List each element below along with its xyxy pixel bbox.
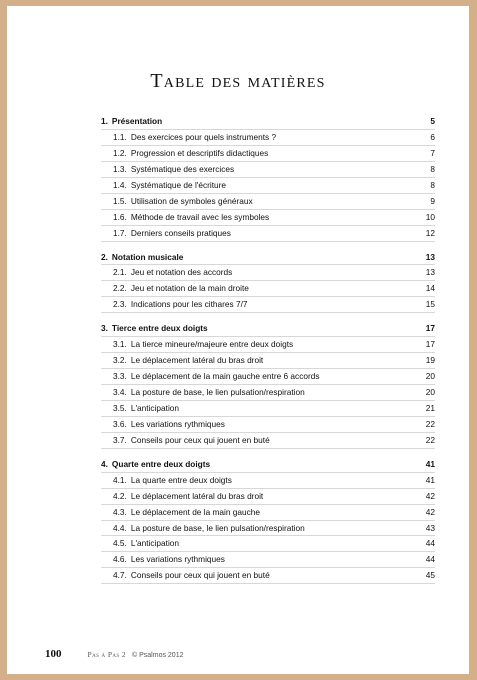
toc-entry-number: 2.2. [113, 283, 127, 294]
toc-entry-text [101, 114, 421, 130]
toc-entry-number: 1. [101, 116, 108, 126]
toc-entry-page: 42 [425, 490, 435, 501]
toc-entry-label: L'anticipation [130, 538, 180, 549]
section-gap [101, 449, 435, 457]
toc-entry-page: 21 [425, 402, 435, 413]
toc-entry-page: 15 [425, 299, 435, 310]
toc-entry-label: La tierce mineure/majeure entre deux doigts [130, 339, 294, 350]
toc-entry-page: 44 [425, 538, 435, 549]
toc-subsection-entry[interactable] [101, 178, 435, 194]
toc-entry-number: 3.4. [113, 387, 127, 397]
toc-entry-label: Méthode de travail avec les symboles [130, 211, 270, 222]
toc-entry-label: Progression et descriptifs didactiques [130, 147, 269, 158]
toc-entry-number: 1.6. [113, 211, 127, 222]
toc-entry-text [113, 505, 421, 521]
toc-entry-text [101, 250, 421, 266]
toc-subsection-entry[interactable] [101, 369, 435, 385]
toc-entry-label: Jeu et notation des accords [130, 267, 233, 278]
toc-entry-label: Les variations rythmiques [130, 554, 225, 565]
toc-subsection-entry[interactable] [101, 194, 435, 210]
toc-entry-label: Le déplacement latéral du bras droit [130, 355, 264, 366]
toc-subsection-entry[interactable] [101, 265, 435, 281]
toc-subsection-entry[interactable] [101, 337, 435, 353]
toc-entry-text [113, 178, 421, 194]
toc-entry-number: 4.3. [113, 506, 127, 517]
toc-entry-number: 4. [101, 458, 108, 469]
toc-subsection-entry[interactable] [101, 433, 435, 449]
toc-entry-number: 2.3. [113, 299, 127, 310]
toc-subsection-entry[interactable] [101, 536, 435, 552]
toc-entry-page: 20 [425, 371, 435, 382]
toc-subsection-entry[interactable] [101, 353, 435, 369]
toc-subsection-entry[interactable] [101, 210, 435, 226]
toc-entry-label: Indications pour les cithares 7/7 [130, 299, 248, 310]
toc-entry-number: 4.7. [113, 570, 127, 581]
toc-subsection-entry[interactable] [101, 552, 435, 568]
toc-subsection-entry[interactable] [101, 521, 435, 537]
toc-section [101, 321, 435, 449]
toc-entry-label: Systématique des exercices [130, 163, 235, 174]
toc-entry-text [113, 401, 421, 417]
toc-entry-text [113, 433, 421, 449]
toc-entry-text [101, 457, 421, 473]
section-gap [101, 242, 435, 250]
toc-entry-text [113, 226, 421, 242]
toc-section-heading[interactable] [101, 250, 435, 266]
table-of-contents [101, 114, 435, 584]
toc-subsection-entry[interactable] [101, 281, 435, 297]
toc-entry-text [113, 353, 421, 369]
toc-entry-page: 41 [425, 458, 435, 469]
toc-entry-text [113, 281, 421, 297]
page-title: Table des matières [150, 70, 326, 92]
toc-section-heading[interactable] [101, 321, 435, 337]
toc-entry-text [113, 130, 421, 146]
toc-entry-label: Conseils pour ceux qui jouent en buté [130, 434, 270, 445]
toc-entry-label: La quarte entre deux doigts [130, 474, 232, 485]
footer-page-number: 100 [45, 648, 62, 660]
toc-entry-label: Utilisation de symboles généraux [130, 195, 253, 206]
toc-entry-label: Quarte entre deux doigts [111, 458, 211, 469]
toc-entry-page: 22 [425, 434, 435, 445]
toc-entry-text [113, 385, 421, 401]
toc-entry-page: 43 [425, 522, 435, 533]
toc-section-heading[interactable] [101, 457, 435, 473]
toc-entry-label: Derniers conseils pratiques [130, 227, 231, 238]
toc-entry-text [113, 210, 421, 226]
toc-entry-page: 45 [425, 570, 435, 581]
toc-entry-text [113, 473, 421, 489]
toc-entry-text [113, 489, 421, 505]
toc-subsection-entry[interactable] [101, 130, 435, 146]
toc-entry-page: 7 [430, 147, 435, 158]
toc-entry-number: 2. [101, 251, 108, 262]
toc-entry-text [113, 369, 421, 385]
toc-entry-page: 17 [425, 323, 435, 334]
toc-entry-number: 3.3. [113, 371, 127, 382]
toc-subsection-entry[interactable] [101, 568, 435, 584]
footer-brand: Pas à Pas 2 [87, 650, 127, 659]
toc-entry-page: 13 [425, 251, 435, 262]
toc-entry-page: 6 [430, 131, 435, 142]
toc-entry-label: Le déplacement latéral du bras droit [130, 490, 264, 501]
toc-subsection-entry[interactable] [101, 146, 435, 162]
toc-entry-page: 41 [425, 474, 435, 485]
toc-entry-number: 2.1. [113, 267, 127, 278]
toc-subsection-entry[interactable] [101, 385, 435, 401]
toc-entry-text [101, 321, 421, 337]
toc-entry-text [113, 162, 421, 178]
toc-entry-number: 3.1. [113, 339, 127, 350]
toc-entry-text [113, 146, 421, 162]
toc-entry-number: 3.2. [113, 355, 127, 366]
toc-entry-number: 3.5. [113, 402, 127, 413]
toc-entry-label: Présentation [111, 116, 163, 126]
toc-entry-label: Conseils pour ceux qui jouent en buté [130, 570, 270, 581]
toc-entry-number: 3. [101, 323, 108, 334]
toc-subsection-entry[interactable] [101, 401, 435, 417]
toc-entry-number: 1.2. [113, 147, 127, 158]
toc-subsection-entry[interactable] [101, 417, 435, 433]
toc-entry-text [113, 536, 421, 552]
toc-entry-page: 8 [430, 179, 435, 190]
toc-entry-page: 44 [425, 554, 435, 565]
section-gap [101, 313, 435, 321]
toc-entry-text [113, 265, 421, 281]
page-footer [45, 648, 183, 660]
toc-entry-text [113, 552, 421, 568]
toc-entry-label: La posture de base, le lien pulsation/respiration [130, 387, 305, 397]
toc-entry-number: 4.6. [113, 554, 127, 565]
toc-entry-text [113, 194, 421, 210]
toc-entry-page: 22 [425, 418, 435, 429]
toc-entry-number: 4.4. [113, 522, 127, 533]
toc-entry-label: Le déplacement de la main gauche [130, 506, 260, 517]
toc-entry-page: 12 [425, 227, 435, 238]
toc-entry-label: Systématique de l'écriture [130, 179, 227, 190]
toc-section [101, 250, 435, 314]
toc-entry-label: La posture de base, le lien pulsation/respiration [130, 522, 305, 533]
toc-subsection-entry[interactable] [101, 473, 435, 489]
toc-entry-number: 3.6. [113, 418, 127, 429]
toc-subsection-entry[interactable] [101, 226, 435, 242]
toc-subsection-entry[interactable] [101, 297, 435, 313]
toc-entry-label: Les variations rythmiques [130, 418, 225, 429]
toc-entry-page: 20 [425, 387, 435, 397]
toc-entry-page: 42 [425, 506, 435, 517]
toc-entry-label: Le déplacement de la main gauche entre 6 accords [130, 371, 320, 382]
toc-entry-number: 4.5. [113, 538, 127, 549]
toc-subsection-entry[interactable] [101, 505, 435, 521]
toc-entry-number: 1.4. [113, 179, 127, 190]
toc-entry-page: 5 [430, 116, 435, 126]
toc-entry-text [113, 521, 421, 537]
toc-entry-page: 10 [425, 211, 435, 222]
toc-entry-text [113, 297, 421, 313]
toc-subsection-entry[interactable] [101, 489, 435, 505]
toc-entry-text [113, 417, 421, 433]
toc-entry-text [113, 568, 421, 584]
toc-entry-page: 19 [425, 355, 435, 366]
toc-entry-number: 3.7. [113, 434, 127, 445]
toc-entry-label: L'anticipation [130, 402, 180, 413]
toc-entry-label: Des exercices pour quels instruments ? [130, 131, 277, 142]
toc-entry-label: Tierce entre deux doigts [111, 323, 208, 334]
toc-entry-page: 9 [430, 195, 435, 206]
toc-section-heading[interactable] [101, 114, 435, 130]
toc-entry-number: 4.2. [113, 490, 127, 501]
toc-entry-number: 1.7. [113, 227, 127, 238]
toc-entry-label: Jeu et notation de la main droite [130, 283, 249, 294]
toc-entry-label: Notation musicale [111, 251, 184, 262]
footer-copyright: © Psalmos 2012 [132, 652, 184, 659]
toc-section [101, 457, 435, 585]
toc-subsection-entry[interactable] [101, 162, 435, 178]
toc-entry-page: 13 [425, 267, 435, 278]
toc-entry-text [113, 337, 421, 353]
toc-entry-number: 1.5. [113, 195, 127, 206]
toc-entry-page: 14 [425, 283, 435, 294]
document-page [7, 6, 469, 674]
toc-entry-number: 1.3. [113, 163, 127, 174]
toc-entry-page: 17 [425, 339, 435, 350]
toc-section [101, 114, 435, 242]
toc-entry-number: 4.1. [113, 474, 127, 485]
toc-entry-page: 8 [430, 163, 435, 174]
toc-entry-number: 1.1. [113, 131, 127, 142]
